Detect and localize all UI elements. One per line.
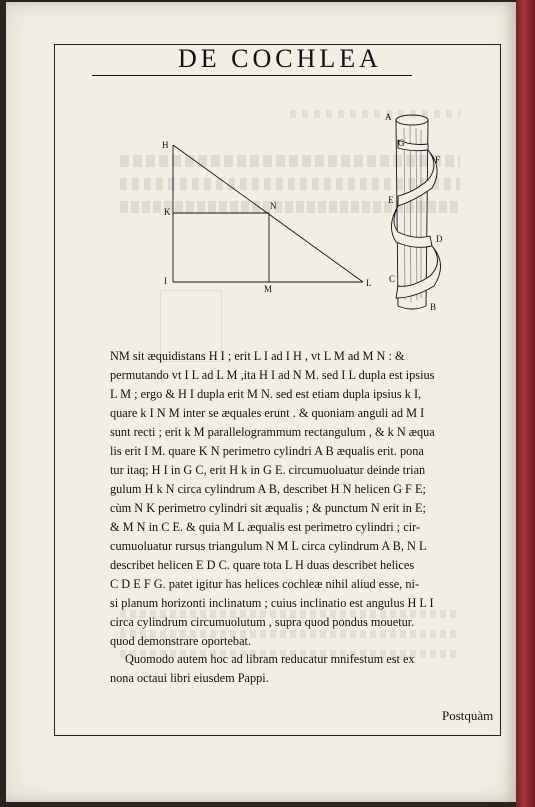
text-line: describet helicen E D C. quare tota L H duas describet helices — [110, 558, 415, 572]
text-line: & M N in C E. & quia M L æqualis est perimetro cylindri ; cir- — [110, 520, 421, 534]
text-line: NM sit æquidistans H I ; erit L I ad I H , vt L M ad M N : & — [110, 349, 405, 363]
label-E: E — [388, 195, 394, 205]
line-HL — [173, 145, 363, 282]
label-K: K — [164, 207, 171, 217]
closing-line: nona octaui libri eiusdem Pappi. — [110, 671, 269, 685]
text-line: circa cylindrum circumuolutum , supra quod pondus mouetur. — [110, 615, 415, 629]
cylinder-bottom — [398, 306, 426, 309]
label-C: C — [389, 274, 396, 284]
triangle-labels — [162, 140, 372, 294]
label-N: N — [270, 201, 277, 211]
text-line: L M ; ergo & H I dupla erit M N. sed est etiam dupla ipsius k I, — [110, 387, 422, 401]
closing-paragraph — [110, 650, 500, 688]
text-line: C D E F G. patet igitur has helices cochleæ nihil aliud esse, ni- — [110, 577, 420, 591]
text-line: sunt recti ; erit k M parallelogrammum rectangulum , & k N æqua — [110, 425, 435, 439]
label-H: H — [162, 140, 169, 150]
text-line: quod demonstrare oportebat. — [110, 634, 252, 648]
label-D: D — [436, 234, 443, 244]
label-M: M — [264, 284, 273, 294]
text-line: si planum horizonti inclinatum ; cuius inclinatio est angulus H L I — [110, 596, 434, 610]
helix-band — [396, 246, 441, 298]
text-line: cumuoluatur rursus triangulum N M L circa cylindrum A B, N L — [110, 539, 427, 553]
text-line: quare k I N M inter se æquales erunt . & quoniam anguli ad M I — [110, 406, 425, 420]
closing-line: Quomodo autem hoc ad libram reducatur mnifestum est ex — [125, 652, 415, 666]
label-I: I — [164, 276, 167, 286]
label-L: L — [366, 278, 372, 288]
label-F: F — [435, 155, 441, 165]
text-line: permutando vt I L ad L M ,ita H I ad N M. sed I L dupla est ipsius — [110, 368, 435, 382]
cylinder-texture — [404, 126, 421, 302]
text-line: cùm N K perimetro cylindri sit æqualis ; & punctum N erit in E; — [110, 501, 426, 515]
running-head: DE COCHLEA — [178, 44, 382, 73]
label-A: A — [385, 112, 392, 122]
text-line: tur itaq; H I in G C, erit H k in G E. circumuoluatur deinde trian — [110, 463, 426, 477]
label-B: B — [430, 302, 437, 312]
triangle-diagram — [173, 145, 363, 282]
catchword: Postquàm — [442, 708, 494, 723]
text-line: lis erit I M. quare K N perimetro cylindri A B æqualis erit. pona — [110, 444, 424, 458]
proof-text — [110, 347, 495, 651]
label-G: G — [398, 138, 405, 148]
helix-band — [398, 150, 437, 206]
text-line: gulum H k N circa cylindrum A B, describet H N helicen G F E; — [110, 482, 426, 496]
cylinder-top — [396, 115, 428, 125]
